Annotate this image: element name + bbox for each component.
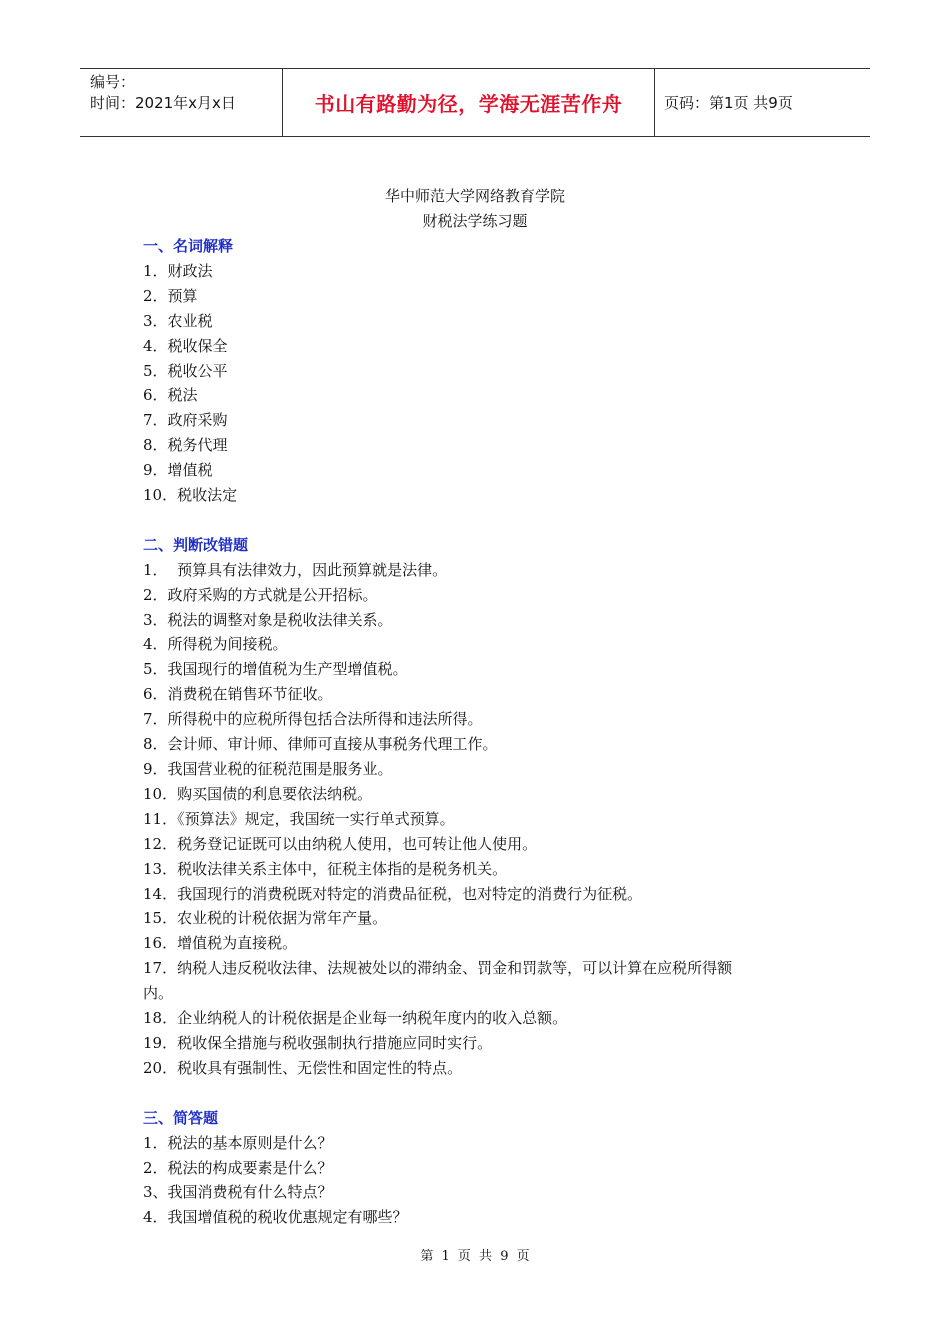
serial-number-label: 编号：: [90, 73, 136, 91]
section-spacer: [143, 1081, 823, 1106]
terms-list: [143, 259, 823, 508]
section-heading-terms: 一、名词解释: [143, 237, 234, 255]
list-item-continuation: 内。: [143, 984, 174, 1003]
header-left-cell: [80, 69, 282, 136]
list-item: 1． 预算具有法律效力，因此预算就是法律。: [143, 560, 448, 579]
list-item: 7．所得税中的应税所得包括合法所得和违法所得。: [143, 710, 483, 729]
list-item: 2．预算: [143, 286, 198, 305]
list-item: 2．政府采购的方式就是公开招标。: [143, 585, 378, 604]
list-item: 6．消费税在销售环节征收。: [143, 685, 333, 704]
list-item: 17．纳税人违反税收法律、法规被处以的滞纳金、罚金和罚款等，可以计算在应税所得额: [143, 959, 733, 978]
page-header-table: [80, 68, 870, 137]
list-item: 9．我国营业税的征税范围是服务业。: [143, 760, 393, 779]
list-item: 7．政府采购: [143, 411, 228, 430]
section-heading-short-answer: 三、简答题: [143, 1108, 219, 1127]
list-item: 1．财政法: [143, 261, 213, 280]
list-item: 15．农业税的计税依据为常年产量。: [143, 909, 388, 928]
short-answer-list: [143, 1131, 823, 1231]
motto-banner: 书山有路勤为径，学海无涯苦作舟: [282, 69, 655, 136]
page-footer: 第 1 页 共 9 页: [420, 1249, 530, 1264]
document-institution-title: 华中师范大学网络教育学院: [384, 187, 565, 205]
page-info-label: 页码：第1页 共9页: [664, 94, 793, 112]
list-item: 13．税收法律关系主体中，征税主体指的是税务机关。: [143, 859, 508, 878]
list-item: 4．所得税为间接税。: [143, 635, 288, 654]
list-item: 19．税收保全措施与税收强制执行措施应同时实行。: [143, 1033, 493, 1052]
list-item: 6．税法: [143, 386, 198, 405]
list-item: 5．税收公平: [143, 361, 228, 380]
list-item: 18．企业纳税人的计税依据是企业每一纳税年度内的收入总额。: [143, 1009, 568, 1028]
list-item: 10．购买国债的利息要依法纳税。: [143, 784, 373, 803]
list-item: 12．税务登记证既可以由纳税人使用，也可转让他人使用。: [143, 834, 538, 853]
true-false-list: [143, 558, 823, 1081]
list-item: 5．我国现行的增值税为生产型增值税。: [143, 660, 408, 679]
list-item: 1．税法的基本原则是什么？: [143, 1133, 333, 1152]
section-spacer: [143, 508, 823, 533]
list-item: 9．增值税: [143, 461, 213, 480]
list-item: 3、我国消费税有什么特点？: [143, 1183, 333, 1202]
date-label: 时间：2021年x月x日: [90, 94, 236, 112]
list-item: 3．税法的调整对象是税收法律关系。: [143, 610, 393, 629]
list-item: 2．税法的构成要素是什么？: [143, 1158, 333, 1177]
list-item: 14．我国现行的消费税既对特定的消费品征税，也对特定的消费行为征税。: [143, 884, 643, 903]
list-item: 20．税收具有强制性、无偿性和固定性的特点。: [143, 1058, 463, 1077]
list-item: 16．增值税为直接税。: [143, 934, 298, 953]
document-body: [143, 234, 823, 1230]
list-item: 4．税收保全: [143, 336, 228, 355]
list-item: 3．农业税: [143, 311, 213, 330]
list-item: 10．税收法定: [143, 486, 238, 505]
list-item: 11．《预算法》规定，我国统一实行单式预算。: [143, 809, 455, 828]
list-item: 8．会计师、审计师、律师可直接从事税务代理工作。: [143, 735, 498, 754]
list-item: 4．我国增值税的税收优惠规定有哪些？: [143, 1208, 408, 1227]
document-subject-title: 财税法学练习题: [422, 212, 528, 230]
section-heading-true-false: 二、判断改错题: [143, 535, 249, 554]
list-item: 8．税务代理: [143, 436, 228, 455]
